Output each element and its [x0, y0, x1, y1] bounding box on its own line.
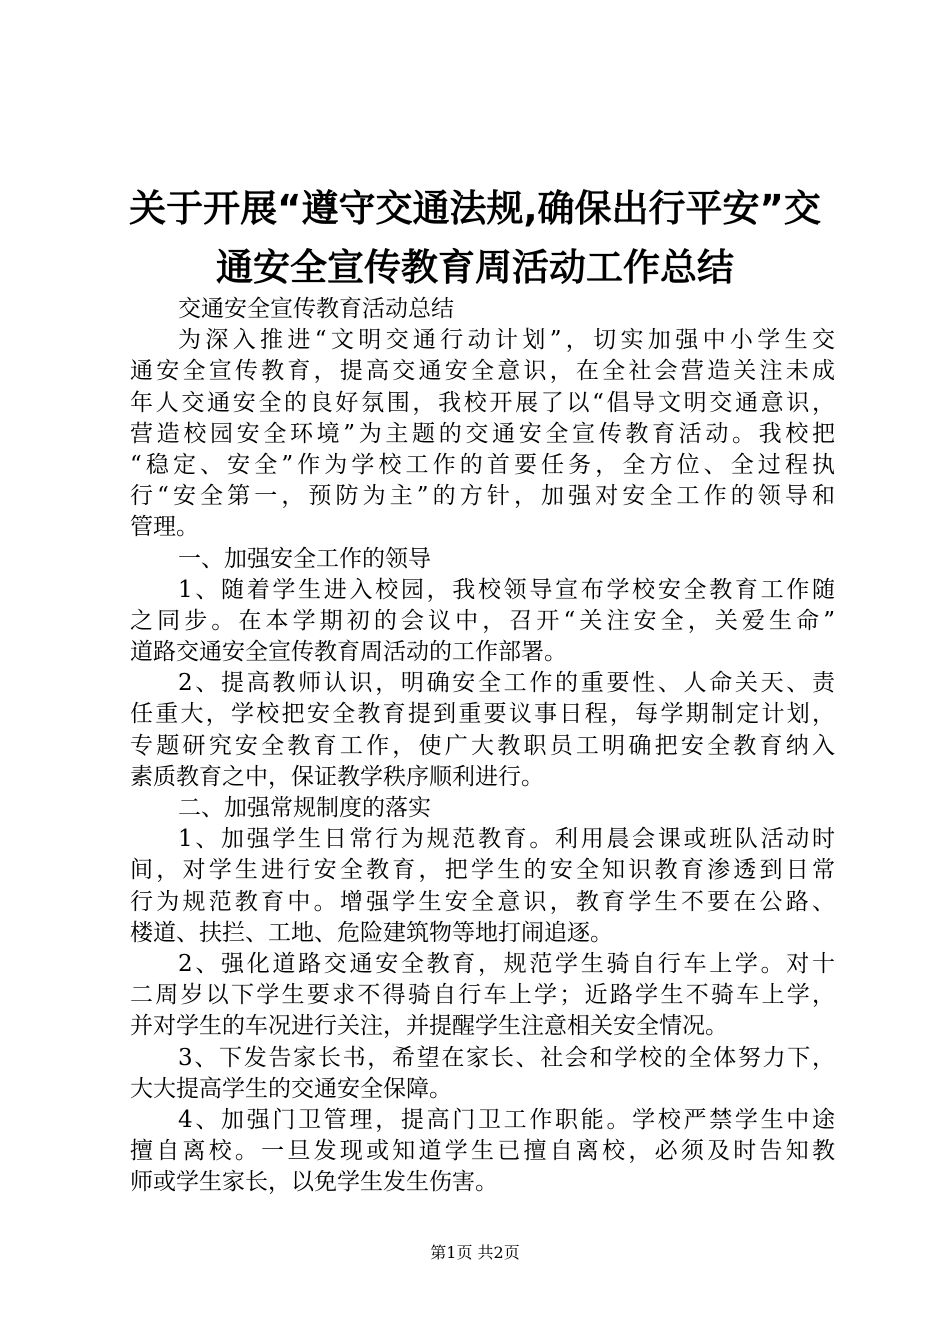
body-text-line: 道路交通安全宣传教育周活动的工作部署。	[130, 639, 567, 666]
body-text-line: “稳定、安全”作为学校工作的首要任务，全方位、全过程执	[130, 451, 835, 478]
body-text-line: 师或学生家长，以免学生发生伤害。	[130, 1169, 498, 1196]
body-text-line: 交通安全宣传教育活动总结	[178, 296, 454, 322]
body-text-line: 2、提高教师认识，明确安全工作的重要性、人命关天、责	[178, 670, 835, 697]
body-text-line: 1、随着学生进入校园，我校领导宣布学校安全教育工作随	[178, 576, 835, 603]
body-text-line: 通安全宣传教育，提高交通安全意识，在全社会营造关注未成	[130, 358, 835, 385]
body-text-line: 行为规范教育中。增强学生安全意识，教育学生不要在公路、	[130, 888, 835, 915]
body-text-line: 2、强化道路交通安全教育，规范学生骑自行车上学。对十	[178, 950, 835, 977]
body-text-line: 1、加强学生日常行为规范教育。利用晨会课或班队活动时	[178, 826, 835, 853]
body-text-line: 年人交通安全的良好氛围，我校开展了以“倡导文明交通意识，	[130, 389, 835, 416]
body-text-line: 大大提高学生的交通安全保障。	[130, 1075, 452, 1102]
body-text-line: 4、加强门卫管理，提高门卫工作职能。学校严禁学生中途	[178, 1106, 835, 1133]
body-text-line: 并对学生的车况进行关注，并提醒学生注意相关安全情况。	[130, 1013, 728, 1040]
body-text-line: 为深入推进“文明交通行动计划”，切实加强中小学生交	[178, 327, 835, 354]
body-text-line: 二周岁以下学生要求不得骑自行车上学；近路学生不骑车上学，	[130, 982, 835, 1009]
page-footer: 第1页 共2页	[430, 1243, 520, 1262]
body-text-line: 管理。	[130, 514, 199, 541]
body-text-line: 任重大，学校把安全教育提到重要议事日程，每学期制定计划，	[130, 701, 835, 728]
body-text-line: 行“安全第一，预防为主”的方针，加强对安全工作的领导和	[130, 483, 835, 510]
body-text-line: 营造校园安全环境”为主题的交通安全宣传教育活动。我校把	[130, 420, 835, 447]
body-text-line: 楼道、扶拦、工地、危险建筑物等地打闹追逐。	[130, 919, 613, 946]
body-text-line: 擅自离校。一旦发现或知道学生已擅自离校，必须及时告知教	[130, 1138, 835, 1165]
body-text-line: 二、加强常规制度的落实	[178, 795, 431, 821]
document-title-line-2: 通安全宣传教育周活动工作总结	[216, 246, 734, 289]
body-text-line: 专题研究安全教育工作，使广大教职员工明确把安全教育纳入	[130, 732, 835, 759]
body-text-line: 间，对学生进行安全教育，把学生的安全知识教育渗透到日常	[130, 857, 835, 884]
body-text-line: 3、下发告家长书，希望在家长、社会和学校的全体努力下，	[178, 1044, 835, 1071]
body-text-line: 一、加强安全工作的领导	[178, 545, 431, 572]
document-body	[130, 294, 835, 1198]
document-title-line-1: 关于开展“遵守交通法规,确保出行平安”交	[129, 187, 821, 230]
body-text-line: 之同步。在本学期初的会议中，召开“关注安全，关爱生命”	[130, 607, 835, 634]
body-text-line: 素质教育之中，保证教学秩序顺利进行。	[130, 763, 544, 790]
